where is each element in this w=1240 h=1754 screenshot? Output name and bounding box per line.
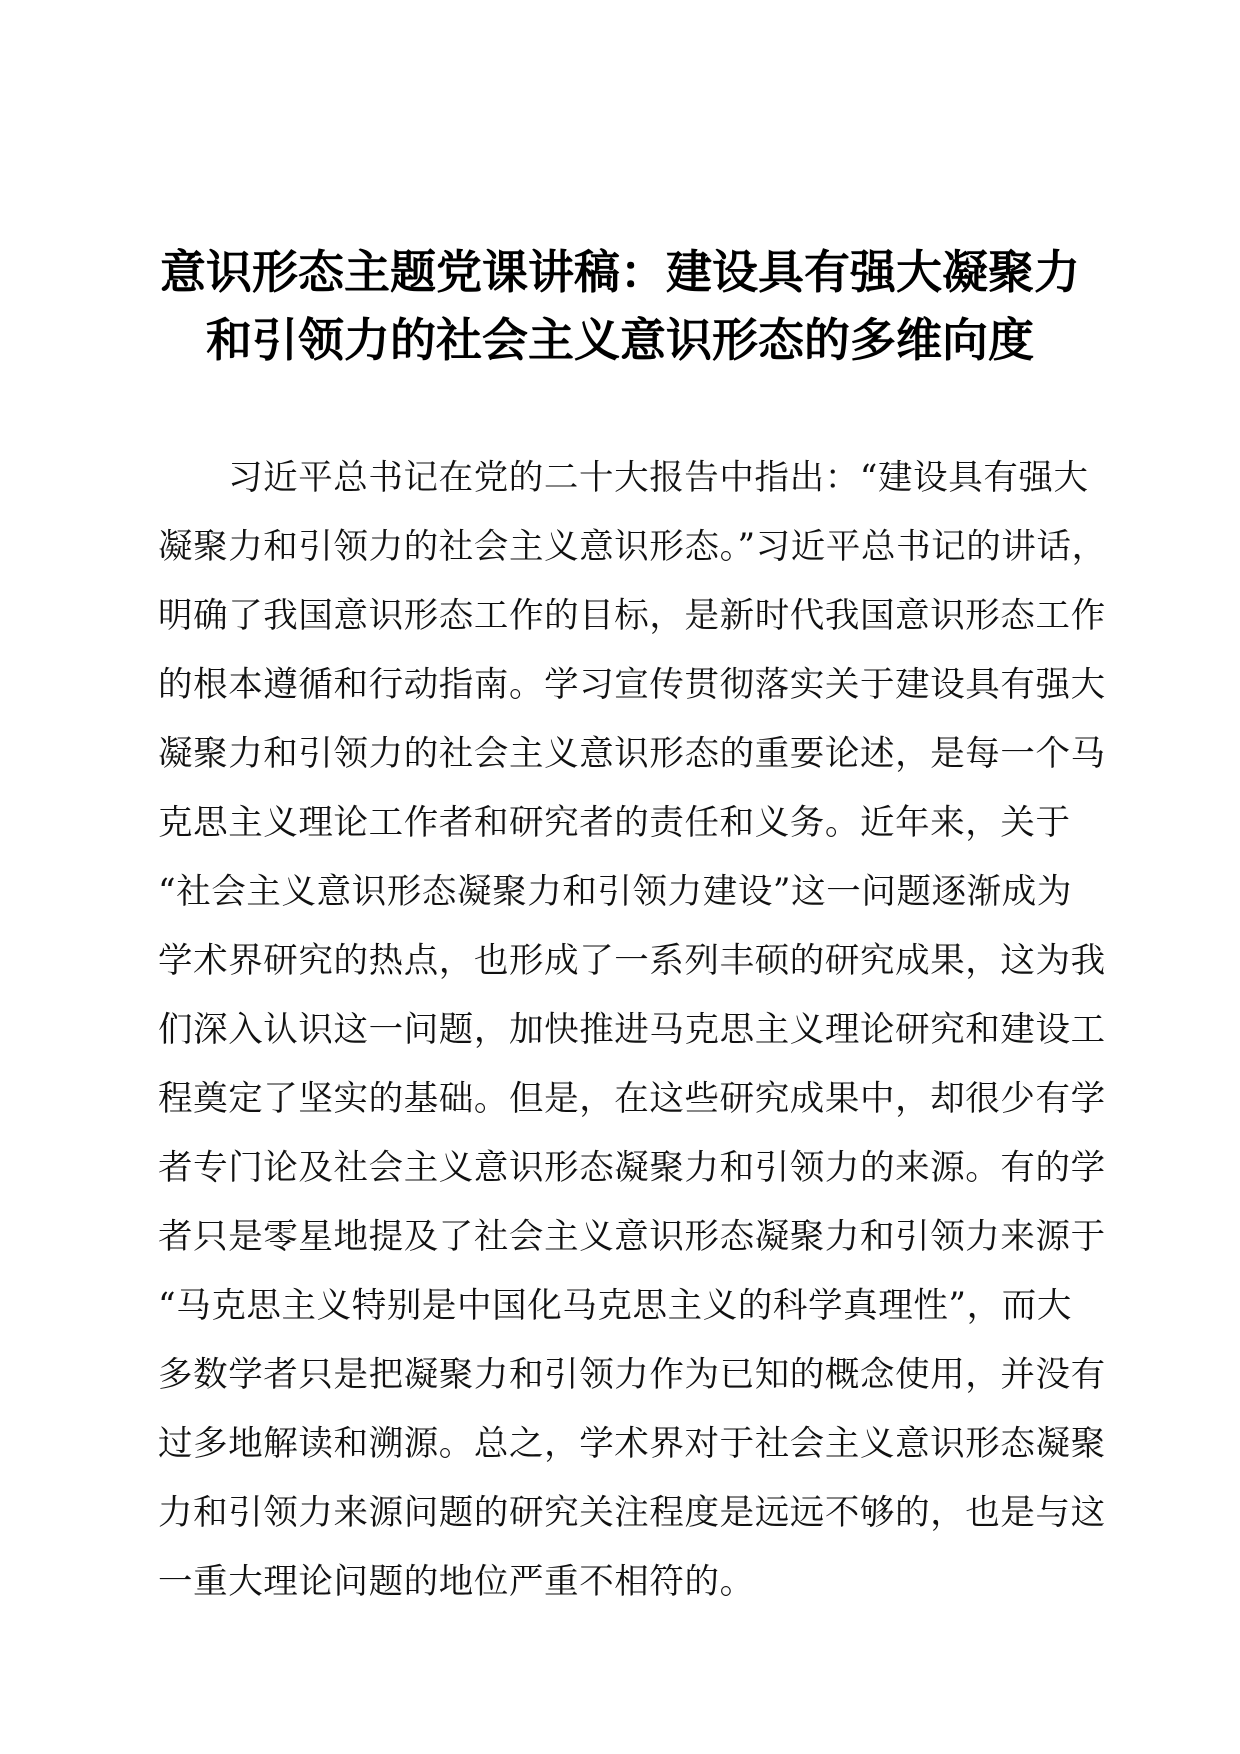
paragraph-line: 凝聚力和引领力的社会主义意识形态的重要论述，是每一个马: [158, 734, 1106, 774]
paragraph-line: “马克思主义特别是中国化马克思主义的科学真理性”，而大: [158, 1286, 1072, 1326]
paragraph-line: “社会主义意识形态凝聚力和引领力建设”这一问题逐渐成为: [158, 872, 1072, 912]
paragraph-line: 凝聚力和引领力的社会主义意识形态。”习近平总书记的讲话，: [158, 527, 1107, 567]
paragraph-line: 过多地解读和溯源。总之，学术界对于社会主义意识形态凝聚: [158, 1424, 1106, 1464]
paragraph-line: 一重大理论问题的地位严重不相符的。: [158, 1562, 755, 1602]
title-line: 和引领力的社会主义意识形态的多维向度: [206, 313, 1034, 367]
paragraph-line: 者只是零星地提及了社会主义意识形态凝聚力和引领力来源于: [158, 1217, 1106, 1257]
paragraph-line: 学术界研究的热点，也形成了一系列丰硕的研究成果，这为我: [158, 941, 1106, 981]
body-paragraph: [158, 444, 1107, 1617]
document-title: [130, 238, 1110, 374]
paragraph-line: 力和引领力来源问题的研究关注程度是远远不够的，也是与这: [158, 1493, 1106, 1533]
paragraph-line: 明确了我国意识形态工作的目标，是新时代我国意识形态工作: [158, 596, 1106, 636]
paragraph-line: 多数学者只是把凝聚力和引领力作为已知的概念使用，并没有: [158, 1355, 1106, 1395]
title-line: 意识形态主题党课讲稿：建设具有强大凝聚力: [160, 245, 1080, 299]
paragraph-line: 者专门论及社会主义意识形态凝聚力和引领力的来源。有的学: [158, 1148, 1106, 1188]
paragraph-line: 的根本遵循和行动指南。学习宣传贯彻落实关于建设具有强大: [158, 665, 1106, 705]
paragraph-line: 程奠定了坚实的基础。但是，在这些研究成果中，却很少有学: [158, 1079, 1106, 1119]
paragraph-line: 克思主义理论工作者和研究者的责任和义务。近年来，关于: [158, 803, 1071, 843]
paragraph-line: 们深入认识这一问题，加快推进马克思主义理论研究和建设工: [158, 1010, 1106, 1050]
paragraph-line: 习近平总书记在党的二十大报告中指出：“建设具有强大: [228, 458, 1089, 498]
